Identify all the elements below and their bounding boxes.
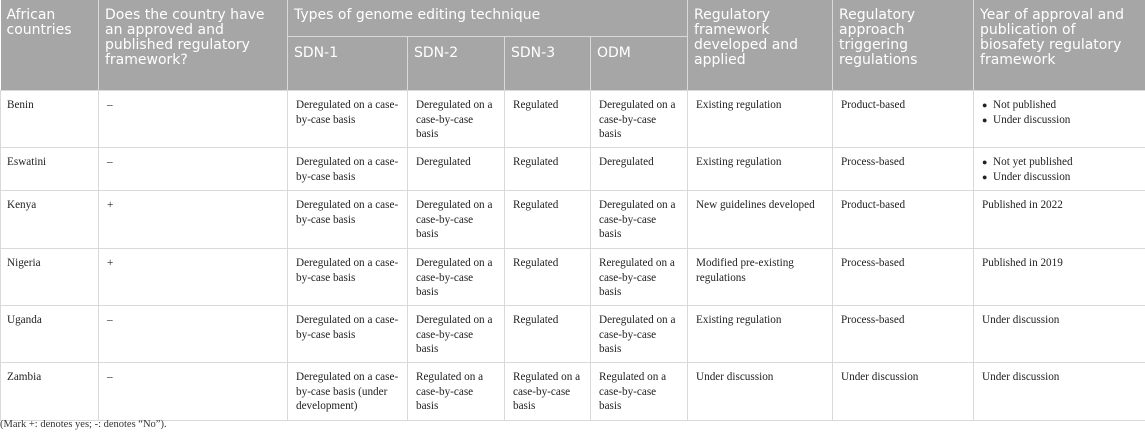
year-bullet-list	[982, 155, 1137, 184]
cell-approach: Product-based	[833, 191, 974, 249]
cell-sdn3: Regulated	[505, 306, 591, 363]
cell-country: Uganda	[1, 306, 99, 363]
cell-odm: Deregulated on a case-by-case basis	[591, 91, 688, 148]
cell-developed: Existing regulation	[688, 148, 833, 191]
cell-country: Eswatini	[1, 148, 99, 191]
cell-odm: Deregulated	[591, 148, 688, 191]
cell-country: Kenya	[1, 191, 99, 249]
cell-odm: Deregulated on a case-by-case basis	[591, 191, 688, 249]
cell-odm: Regulated on a case-by-case basis	[591, 363, 688, 421]
table-row	[1, 249, 1145, 306]
cell-sdn3: Regulated	[505, 249, 591, 306]
cell-odm: Reregulated on a case-by-case basis	[591, 249, 688, 306]
cell-sdn2: Deregulated on a case-by-case basis	[408, 306, 505, 363]
list-item: ● Under discussion	[982, 170, 1137, 185]
cell-sdn3: Regulated	[505, 91, 591, 148]
cell-developed: Existing regulation	[688, 306, 833, 363]
cell-developed: New guidelines developed	[688, 191, 833, 249]
cell-sdn1: Deregulated on a case-by-case basis	[288, 249, 408, 306]
list-item: ● Not yet published	[982, 155, 1137, 170]
header-sdn1: SDN-1	[288, 37, 408, 91]
cell-sdn1: Deregulated on a case-by-case basis (under development)	[288, 363, 408, 421]
cell-framework: +	[99, 191, 288, 249]
header-regulatory-approach: Regulatory approach triggering regulations	[833, 0, 974, 91]
header-technique-types: Types of genome editing technique	[288, 0, 688, 37]
table-row	[1, 306, 1145, 363]
cell-approach: Process-based	[833, 148, 974, 191]
table-row	[1, 91, 1145, 148]
table-row	[1, 148, 1145, 191]
cell-approach: Process-based	[833, 306, 974, 363]
cell-year: Under discussion	[974, 363, 1145, 421]
cell-sdn1: Deregulated on a case-by-case basis	[288, 91, 408, 148]
list-item: ● Not published	[982, 98, 1137, 113]
header-odm: ODM	[591, 37, 688, 91]
cell-sdn1: Deregulated on a case-by-case basis	[288, 191, 408, 249]
header-country: African countries	[1, 0, 99, 91]
cell-developed: Modified pre-existing regulations	[688, 249, 833, 306]
cell-sdn1: Deregulated on a case-by-case basis	[288, 306, 408, 363]
cell-year: Published in 2022	[974, 191, 1145, 249]
cell-country: Benin	[1, 91, 99, 148]
cell-framework: –	[99, 363, 288, 421]
cell-country: Nigeria	[1, 249, 99, 306]
cell-framework: +	[99, 249, 288, 306]
header-framework: Does the country have an approved and published regulatory framework?	[99, 0, 288, 91]
cell-sdn2: Deregulated on a case-by-case basis	[408, 91, 505, 148]
cell-sdn3: Regulated on a case-by-case basis	[505, 363, 591, 421]
cell-year: Published in 2019	[974, 249, 1145, 306]
cell-developed: Under discussion	[688, 363, 833, 421]
table-row	[1, 363, 1145, 421]
header-framework-developed: Regulatory framework developed and applied	[688, 0, 833, 91]
header-row	[1, 0, 1145, 37]
cell-sdn2: Deregulated on a case-by-case basis	[408, 249, 505, 306]
cell-year: Under discussion	[974, 306, 1145, 363]
cell-country: Zambia	[1, 363, 99, 421]
cell-year	[974, 148, 1145, 191]
cell-approach: Process-based	[833, 249, 974, 306]
cell-framework: –	[99, 306, 288, 363]
cell-odm: Deregulated on a case-by-case basis	[591, 306, 688, 363]
header-sdn2: SDN-2	[408, 37, 505, 91]
header-year-approval: Year of approval and publication of biosafety regulatory framework	[974, 0, 1145, 91]
header-sdn3: SDN-3	[505, 37, 591, 91]
cell-framework: –	[99, 91, 288, 148]
cell-sdn1: Deregulated on a case-by-case basis	[288, 148, 408, 191]
cell-approach: Under discussion	[833, 363, 974, 421]
year-bullet-list	[982, 98, 1137, 127]
cell-developed: Existing regulation	[688, 91, 833, 148]
list-item: ● Under discussion	[982, 113, 1137, 128]
cell-sdn2: Deregulated	[408, 148, 505, 191]
table-row	[1, 191, 1145, 249]
cell-approach: Product-based	[833, 91, 974, 148]
table-footnote: (Mark +: denotes yes; -: denotes “No”).	[0, 419, 167, 430]
cell-sdn2: Regulated on a case-by-case basis	[408, 363, 505, 421]
cell-sdn2: Deregulated on a case-by-case basis	[408, 191, 505, 249]
cell-sdn3: Regulated	[505, 191, 591, 249]
cell-framework: –	[99, 148, 288, 191]
cell-year	[974, 91, 1145, 148]
cell-sdn3: Regulated	[505, 148, 591, 191]
